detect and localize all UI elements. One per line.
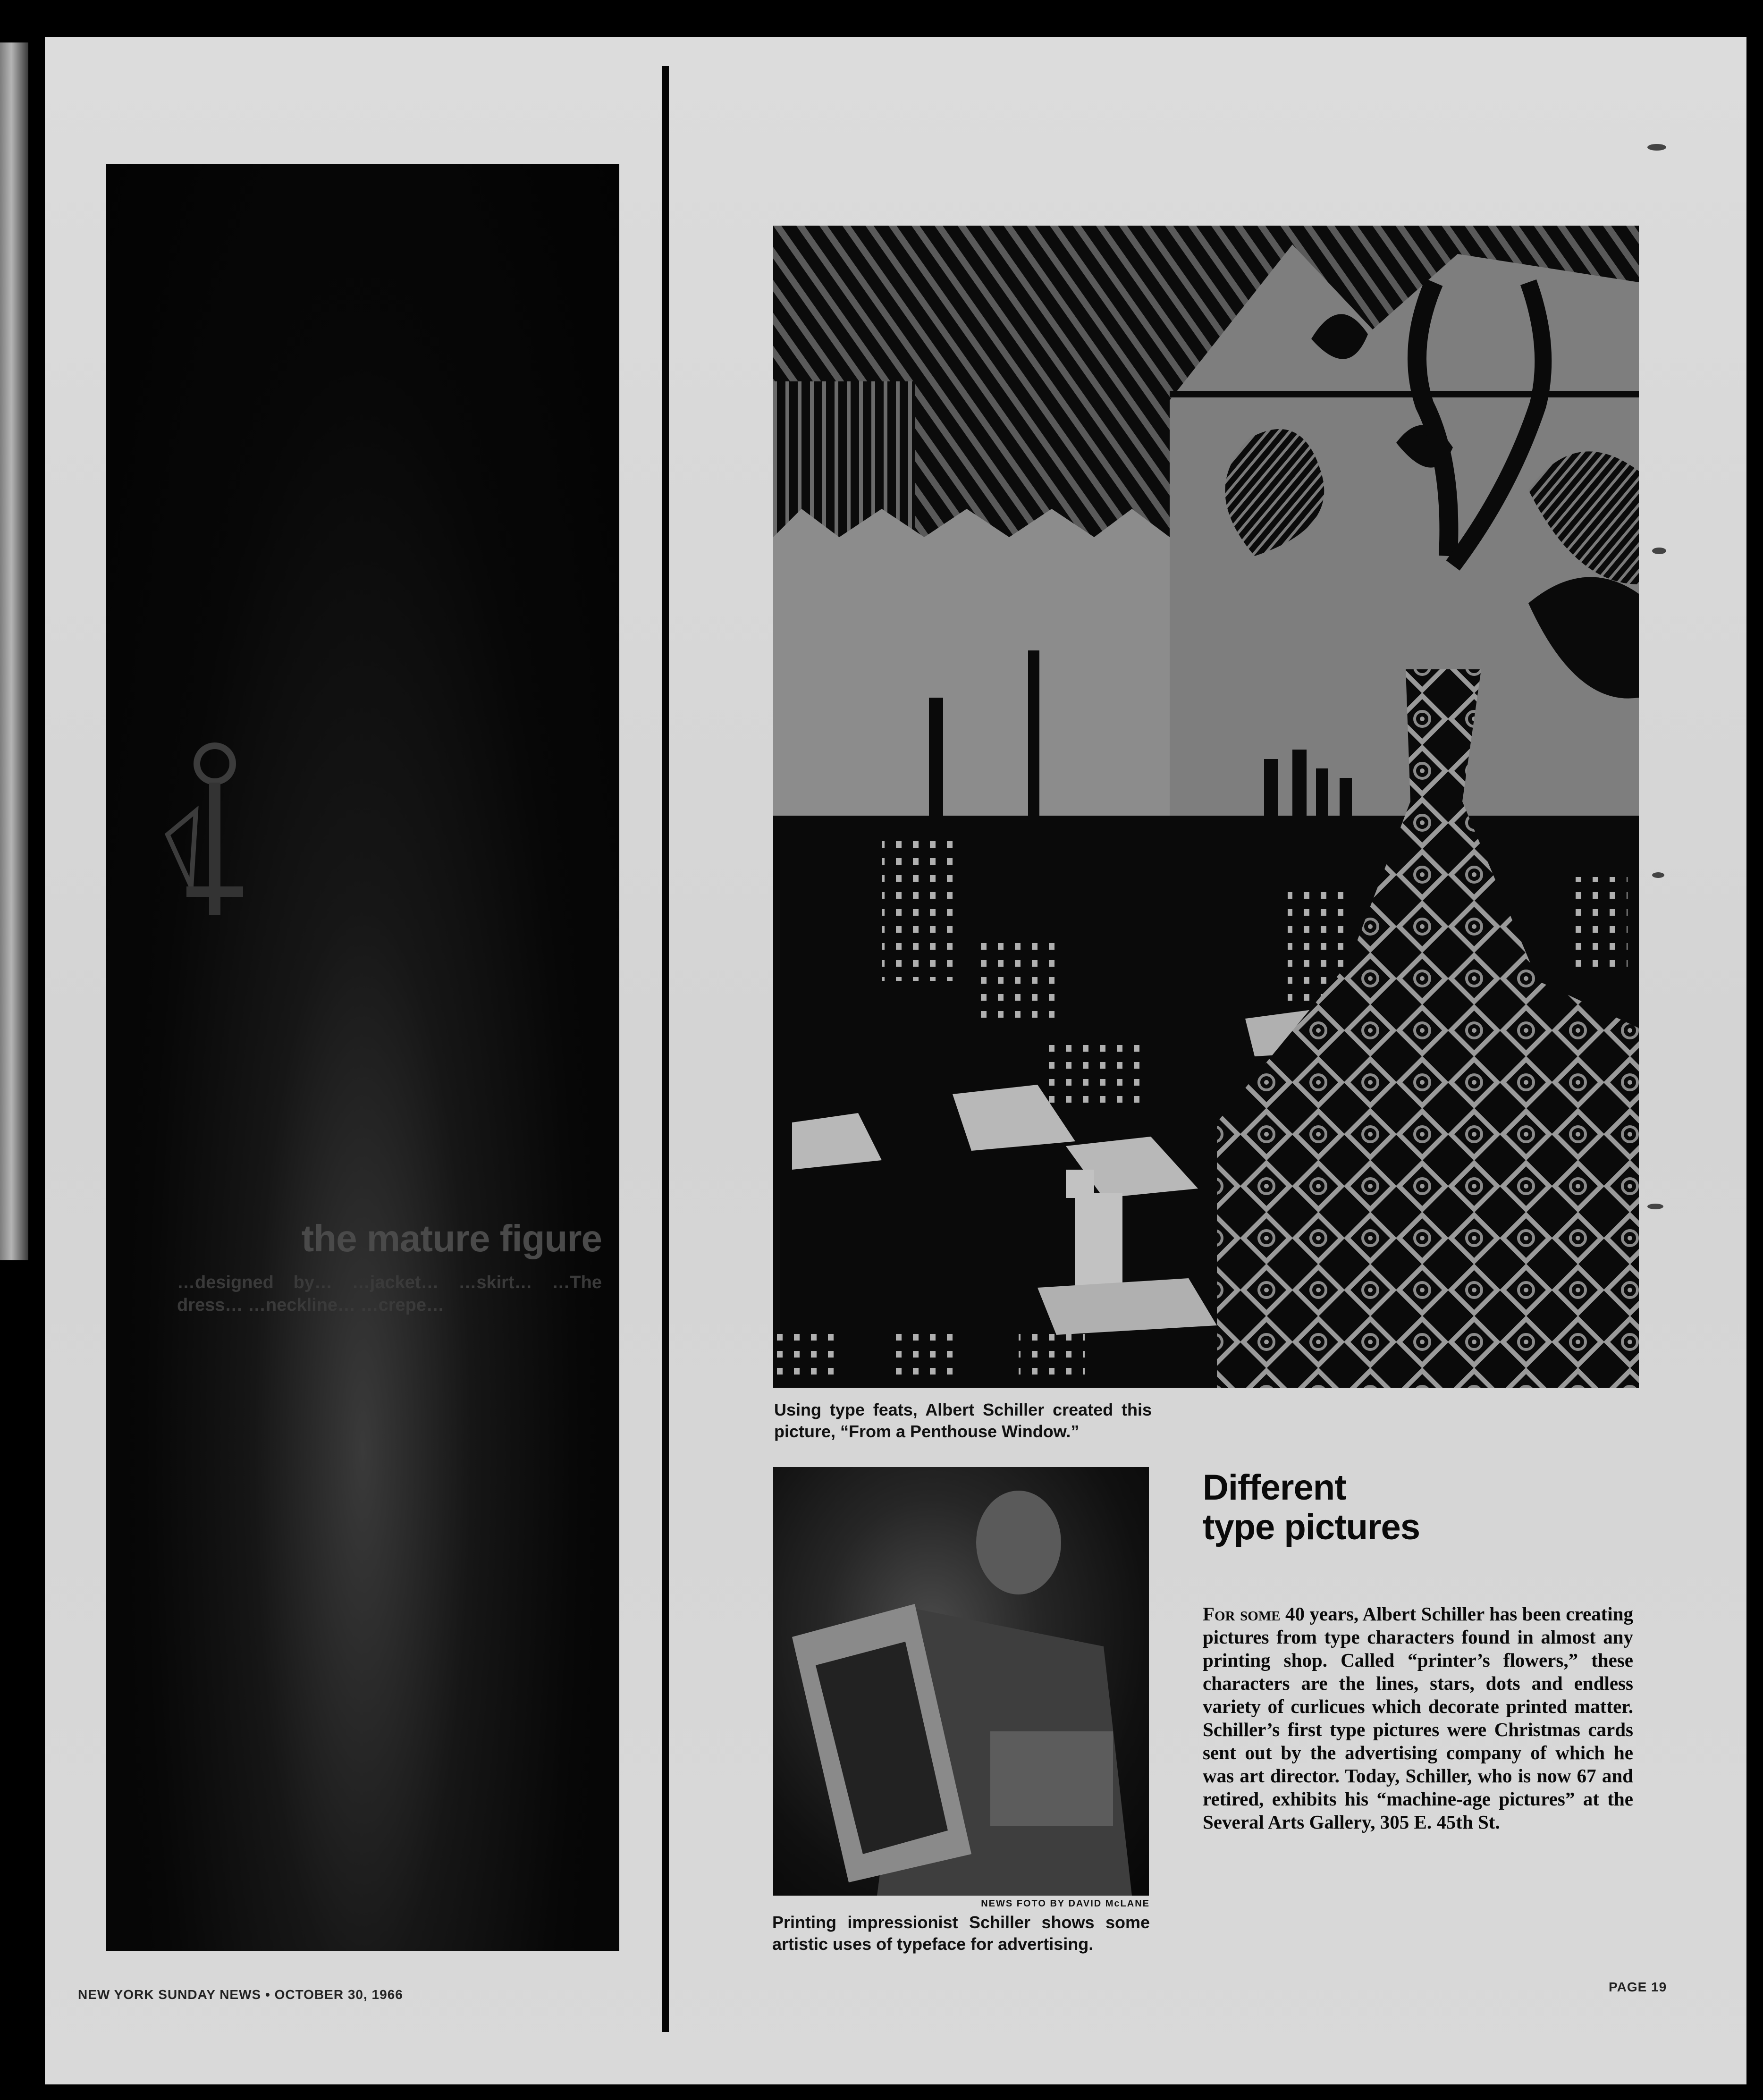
- schiller-photo: [773, 1467, 1149, 1896]
- headline-line-1: Different: [1203, 1467, 1346, 1508]
- article-body: [1203, 1602, 1633, 1834]
- article-body-text: 40 years, Albert Schiller has been creating pictures from type characters found in almost any printing shop. Called “printer’s flowers,” these characters are the lines, stars, dots and endless variety of curlicues which decorate printed matter. Schiller’s first type pictures were Christmas cards sent out by the advertising company of which he was art director. Today, Schiller, who is now 67 and retired, exhibits his “machine-age pictures” at the Several Arts Gallery, 305 E. 45th St.: [1203, 1603, 1633, 1833]
- photo-caption-lead: Printing impressionist: [772, 1913, 958, 1932]
- margin-smudge: [1647, 1204, 1663, 1209]
- ghost-figure-graphic: [139, 731, 271, 967]
- headline-line-2: type pictures: [1203, 1507, 1420, 1547]
- type-art-illustration: [773, 226, 1639, 1388]
- artwork-caption: Using type feats, Albert Schiller created this picture, “From a Penthouse Window.”: [774, 1400, 1152, 1441]
- photo-caption: [772, 1912, 1150, 1955]
- adjacent-page-edge: [0, 42, 28, 1260]
- margin-smudge: [1647, 144, 1666, 151]
- margin-smudge: [1652, 548, 1666, 554]
- photo-credit: NEWS FOTO BY DAVID McLANE: [981, 1898, 1150, 1909]
- publication-footer: NEW YORK SUNDAY NEWS • OCTOBER 30, 1966: [78, 1987, 403, 2002]
- page-number: PAGE 19: [1609, 1980, 1667, 1994]
- article-lead-in: For some: [1203, 1603, 1281, 1625]
- panel-headline: the mature figure: [301, 1217, 602, 1259]
- dark-fashion-panel: [106, 164, 619, 1951]
- column-rule: [662, 66, 669, 2032]
- margin-smudge: [1652, 872, 1664, 878]
- photo-caption-text: Schiller shows some artistic uses of typeface for advertising.: [772, 1913, 1150, 1954]
- photo-shapes: [773, 1467, 1149, 1896]
- panel-body-text: …designed by… …jacket… …skirt… …The dress… …neckline… …crepe…: [177, 1273, 602, 1315]
- penthouse-window-artwork: [773, 226, 1639, 1388]
- article-headline: [1203, 1468, 1533, 1547]
